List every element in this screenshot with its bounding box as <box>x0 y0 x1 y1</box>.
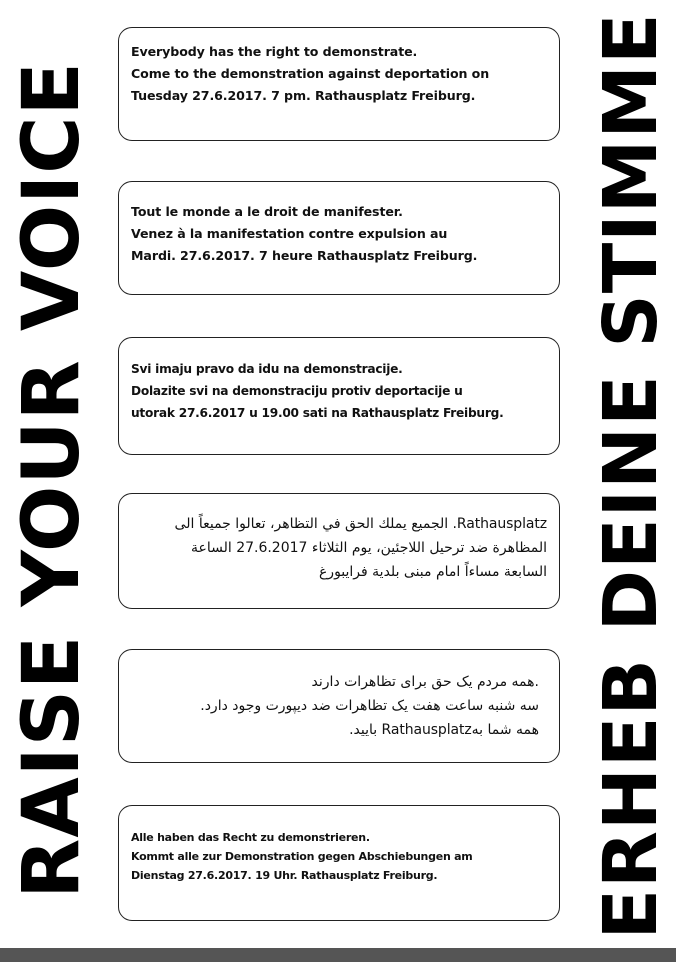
german-line-3: Dienstag 27.6.2017. 19 Uhr. Rathausplatz Freiburg. <box>131 869 438 882</box>
french-message-box <box>118 181 560 295</box>
german-line-1: Alle haben das Recht zu demonstrieren. <box>131 831 370 844</box>
french-line-3: Mardi. 27.6.2017. 7 heure Rathausplatz Freiburg. <box>131 248 478 263</box>
german-text <box>131 828 547 885</box>
english-message-box <box>118 27 560 141</box>
footer-bar <box>0 948 676 962</box>
arabic-line-2: المظاهرة ضد ترحيل اللاجئين، يوم الثلاثاء 27.6.2017 الساعة <box>190 540 547 556</box>
bosnian-message-box <box>118 337 560 455</box>
german-line-2: Kommt alle zur Demonstration gegen Abschiebungen am <box>131 850 473 863</box>
german-message-box <box>118 805 560 921</box>
english-line-3: Tuesday 27.6.2017. 7 pm. Rathausplatz Freiburg. <box>131 88 476 103</box>
french-line-2: Venez à la manifestation contre expulsion au <box>131 226 448 241</box>
bosnian-line-2: Dolazite svi na demonstraciju protiv deportacije u <box>131 384 463 398</box>
arabic-line-3: السابعة مساءاً امام مبنى بلدية فرايبورغ <box>318 564 547 580</box>
persian-text <box>131 670 547 742</box>
persian-line-2: سه شنبه ساعت هفت یک تظاهرات ضد دیپورت وجود دارد. <box>200 698 539 714</box>
french-text <box>131 201 547 267</box>
persian-line-1: .همه مردم یک حق برای تظاهرات دارند <box>311 674 539 690</box>
left-vertical-title: RAISE YOUR VOICE <box>7 61 97 899</box>
french-line-1: Tout le monde a le droit de manifester. <box>131 204 403 219</box>
bosnian-line-3: utorak 27.6.2017 u 19.00 sati na Rathausplatz Freiburg. <box>131 406 504 420</box>
bosnian-line-1: Svi imaju pravo da idu na demonstracije. <box>131 362 403 376</box>
arabic-line-1: Rathausplatz. الجميع يملك الحق في التظاهر، تعالوا جميعاً الى <box>174 516 547 532</box>
persian-message-box <box>118 649 560 763</box>
persian-line-3: همه شما بهRathausplatz بایید. <box>349 722 539 738</box>
english-line-2: Come to the demonstration against deportation on <box>131 66 490 81</box>
english-text <box>131 41 547 107</box>
bosnian-text <box>131 358 547 424</box>
english-line-1: Everybody has the right to demonstrate. <box>131 44 418 59</box>
right-vertical-title: ERHEB DEINE STIMME <box>588 12 674 940</box>
arabic-message-box <box>118 493 560 609</box>
arabic-text <box>131 512 547 584</box>
